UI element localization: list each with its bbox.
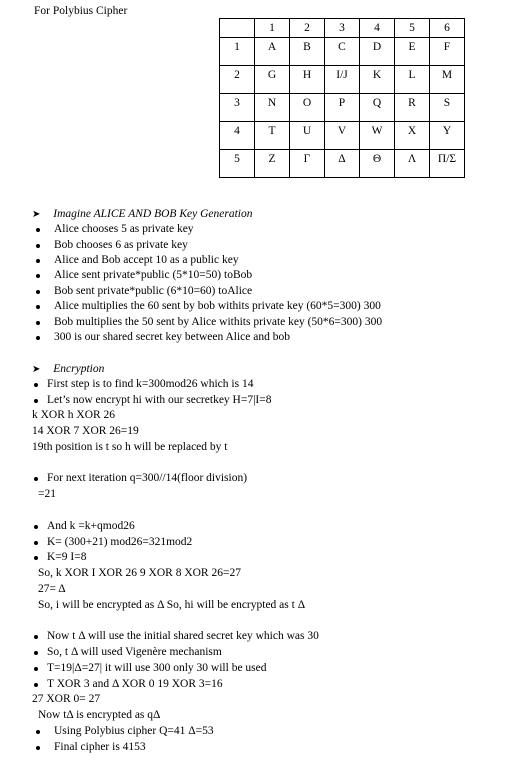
table-row bbox=[220, 38, 465, 66]
polybius-table bbox=[219, 18, 465, 178]
table-cell: R bbox=[395, 94, 430, 122]
table-row bbox=[220, 66, 465, 94]
keygen-heading-text: Imagine ALICE AND BOB Key Generation bbox=[53, 208, 253, 220]
bullet-icon bbox=[36, 321, 40, 325]
table-cell: U bbox=[290, 122, 325, 150]
table-cell: I/J bbox=[325, 66, 360, 94]
bullet-icon bbox=[36, 274, 40, 278]
keygen-heading bbox=[32, 207, 252, 222]
bullet-icon bbox=[36, 730, 40, 734]
list-item: 300 is our shared secret key between Alice and bob bbox=[36, 330, 40, 344]
bullet-icon bbox=[34, 399, 38, 403]
table-cell: L bbox=[395, 66, 430, 94]
text-line: k XOR h XOR 26 bbox=[32, 409, 116, 421]
list-item: Final cipher is 4153 bbox=[36, 740, 40, 754]
arrow-bullet-icon: ➤ bbox=[32, 364, 41, 375]
table-cell: P bbox=[325, 94, 360, 122]
list-item: First step is to find k=300mod26 which is 14 bbox=[34, 377, 38, 391]
table-cell: 6 bbox=[430, 19, 465, 38]
text-line: So, i will be encrypted as Δ So, hi will be encrypted as t Δ bbox=[38, 599, 306, 611]
list-item: For next iteration q=300//14(floor division) bbox=[34, 471, 38, 485]
table-cell: 5 bbox=[395, 19, 430, 38]
table-cell: 2 bbox=[220, 66, 255, 94]
list-item: Bob multiplies the 50 sent by Alice withits private key (50*6=300) 300 bbox=[36, 315, 40, 329]
table-cell: 4 bbox=[220, 122, 255, 150]
list-item: Bob chooses 6 as private key bbox=[36, 238, 40, 252]
table-cell: Θ bbox=[360, 150, 395, 178]
table-cell: Y bbox=[430, 122, 465, 150]
table-cell: N bbox=[255, 94, 290, 122]
bullet-icon bbox=[36, 290, 40, 294]
text-line: 19th position is t so h will be replaced by t bbox=[32, 441, 228, 453]
text-line: So, k XOR I XOR 26 9 XOR 8 XOR 26=27 bbox=[38, 567, 241, 579]
bullet-icon bbox=[34, 683, 38, 687]
list-item: And k =k+qmod26 bbox=[34, 519, 38, 533]
table-cell: 5 bbox=[220, 150, 255, 178]
list-item: Alice and Bob accept 10 as a public key bbox=[36, 253, 40, 267]
bullet-icon bbox=[34, 525, 38, 529]
list-item: Alice multiplies the 60 sent by bob withits private key (60*5=300) 300 bbox=[36, 299, 40, 313]
table-cell: V bbox=[325, 122, 360, 150]
text-line: 27 XOR 0= 27 bbox=[32, 693, 101, 705]
table-cell: 2 bbox=[290, 19, 325, 38]
encryption-heading bbox=[32, 362, 104, 377]
bullet-icon bbox=[34, 383, 38, 387]
table-cell: A bbox=[255, 38, 290, 66]
table-cell: Π/Σ bbox=[430, 150, 465, 178]
table-cell: Λ bbox=[395, 150, 430, 178]
bullet-icon bbox=[34, 477, 38, 481]
bullet-icon bbox=[34, 667, 38, 671]
list-item: K= (300+21) mod26=321mod2 bbox=[34, 535, 38, 549]
table-cell: 4 bbox=[360, 19, 395, 38]
arrow-bullet-icon: ➤ bbox=[32, 209, 41, 220]
text-line: Now tΔ is encrypted as qΔ bbox=[38, 709, 161, 721]
bullet-icon bbox=[36, 228, 40, 232]
table-cell: K bbox=[360, 66, 395, 94]
list-item: Now t Δ will use the initial shared secret key which was 30 bbox=[34, 629, 38, 643]
table-cell bbox=[220, 19, 255, 38]
page-title: For Polybius Cipher bbox=[34, 5, 128, 17]
table-cell: W bbox=[360, 122, 395, 150]
table-cell: Γ bbox=[290, 150, 325, 178]
list-item: So, t Δ will used Vigenère mechanism bbox=[34, 645, 38, 659]
list-item: K=9 I=8 bbox=[34, 550, 38, 564]
list-item: T XOR 3 and Δ XOR 0 19 XOR 3=16 bbox=[34, 677, 38, 691]
table-cell: 1 bbox=[255, 19, 290, 38]
list-item: Bob sent private*public (6*10=60) toAlice bbox=[36, 284, 40, 298]
table-cell: Δ bbox=[325, 150, 360, 178]
table-header-row bbox=[220, 19, 465, 38]
table-cell: S bbox=[430, 94, 465, 122]
table-cell: X bbox=[395, 122, 430, 150]
table-cell: C bbox=[325, 38, 360, 66]
table-cell: M bbox=[430, 66, 465, 94]
table-cell: Q bbox=[360, 94, 395, 122]
encryption-heading-text: Encryption bbox=[53, 363, 105, 375]
bullet-icon bbox=[36, 746, 40, 750]
list-item: Alice sent private*public (5*10=50) toBob bbox=[36, 268, 40, 282]
table-cell: 3 bbox=[220, 94, 255, 122]
bullet-icon bbox=[36, 259, 40, 263]
list-item: Let’s now encrypt hi with our secretkey H=7|I=8 bbox=[34, 393, 38, 407]
table-row bbox=[220, 122, 465, 150]
list-item: Alice chooses 5 as private key bbox=[36, 222, 40, 236]
table-row bbox=[220, 150, 465, 178]
bullet-icon bbox=[34, 541, 38, 545]
table-cell: 1 bbox=[220, 38, 255, 66]
table-cell: 3 bbox=[325, 19, 360, 38]
table-row bbox=[220, 94, 465, 122]
table-cell: T bbox=[255, 122, 290, 150]
bullet-icon bbox=[36, 244, 40, 248]
table-cell: O bbox=[290, 94, 325, 122]
table-cell: D bbox=[360, 38, 395, 66]
text-line: =21 bbox=[38, 488, 56, 500]
text-line: 27= Δ bbox=[38, 583, 66, 595]
bullet-icon bbox=[36, 336, 40, 340]
list-item: Using Polybius cipher Q=41 Δ=53 bbox=[36, 724, 40, 738]
bullet-icon bbox=[34, 635, 38, 639]
table-cell: H bbox=[290, 66, 325, 94]
table-cell: F bbox=[430, 38, 465, 66]
text-line: 14 XOR 7 XOR 26=19 bbox=[32, 425, 139, 437]
table-cell: G bbox=[255, 66, 290, 94]
bullet-icon bbox=[34, 556, 38, 560]
table-cell: Z bbox=[255, 150, 290, 178]
table-cell: B bbox=[290, 38, 325, 66]
bullet-icon bbox=[36, 305, 40, 309]
table-cell: E bbox=[395, 38, 430, 66]
list-item: T=19|Δ=27| it will use 300 only 30 will be used bbox=[34, 661, 38, 675]
bullet-icon bbox=[34, 651, 38, 655]
